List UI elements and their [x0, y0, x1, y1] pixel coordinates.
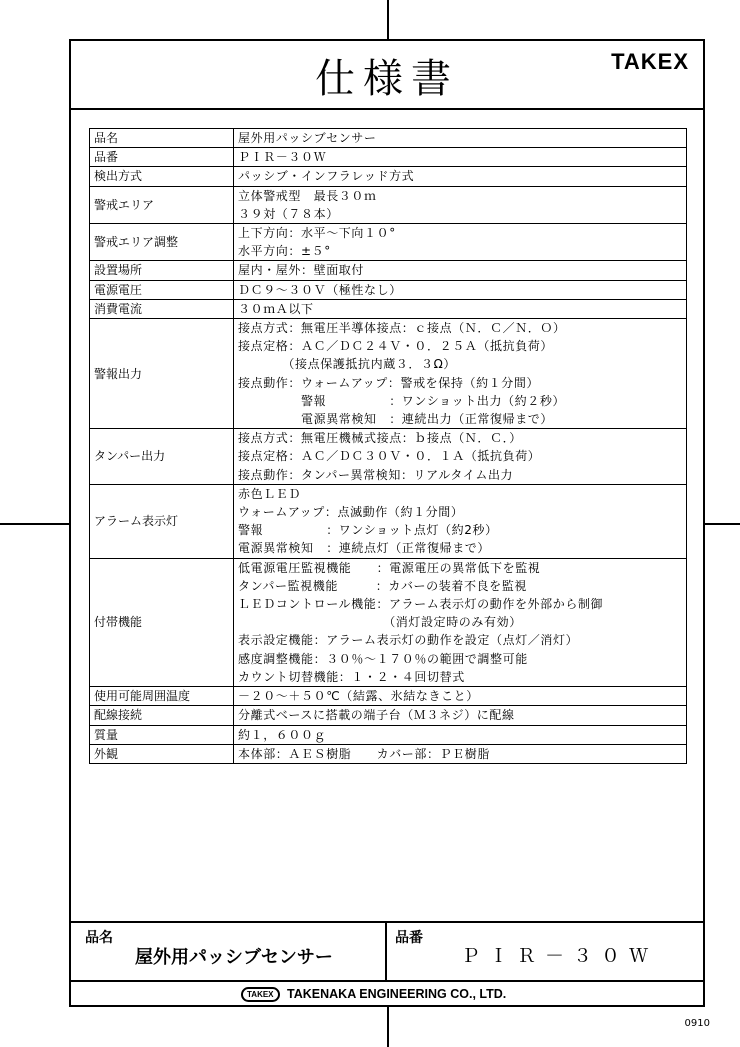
spec-value: [234, 129, 687, 148]
footer-code-value: ＰＩＲ－３０Ｗ: [461, 945, 658, 967]
spec-key: 付帯機能: [90, 558, 234, 686]
spec-value: [234, 558, 687, 686]
spec-row: [90, 744, 687, 763]
spec-value-line: ＰＩＲ－３０Ｗ: [238, 150, 327, 165]
title-row: [71, 41, 703, 110]
spec-row: [90, 484, 687, 558]
spec-key: 設置場所: [90, 261, 234, 280]
footer-name-label: 品名: [85, 930, 113, 946]
spec-value: [234, 687, 687, 706]
spec-key: 警戒エリア: [90, 186, 234, 223]
spec-row: [90, 280, 687, 299]
spec-value: [234, 299, 687, 318]
manufacturer: [241, 987, 506, 1002]
spec-value-line: ３０ｍＡ以下: [238, 301, 314, 316]
spec-key: 質量: [90, 725, 234, 744]
spec-row: [90, 706, 687, 725]
spec-row: [90, 687, 687, 706]
footer-name-value: 屋外用パッシブセンサー: [135, 947, 333, 968]
spec-value-line: 接点定格：ＡＣ／ＤＣ２４Ｖ・０．２５Ａ（抵抗負荷）: [238, 339, 554, 354]
spec-value-line: 表示設定機能：アラーム表示灯の動作を設定（点灯／消灯）: [238, 633, 579, 648]
spec-value: [234, 725, 687, 744]
spec-value-line: 感度調整機能：３０％～１７０％の範囲で調整可能: [238, 651, 528, 666]
spec-value: [234, 224, 687, 261]
footer-divider: [385, 923, 387, 980]
spec-row: [90, 558, 687, 686]
spec-row: [90, 299, 687, 318]
spec-table: [89, 128, 687, 764]
spec-key: 品番: [90, 148, 234, 167]
spec-value-line: 警報 ：ワンショット出力（約２秒）: [238, 393, 566, 408]
spec-value-line: カウント切替機能：１・２・４回切替式: [238, 669, 465, 684]
spec-value-line: －２０～＋５０℃（結露、氷結なきこと）: [238, 689, 479, 704]
spec-value-line: ＬＥＤコントロール機能：アラーム表示灯の動作を外部から制御: [238, 597, 604, 612]
spec-row: [90, 319, 687, 429]
spec-row: [90, 725, 687, 744]
spec-value: [234, 706, 687, 725]
spec-value-line: 赤色ＬＥＤ: [238, 486, 302, 501]
spec-value-line: タンパー監視機能 ：カバーの装着不良を監視: [238, 578, 527, 593]
spec-key: 外観: [90, 744, 234, 763]
spec-value-line: （消灯設定時のみ有効）: [238, 615, 522, 630]
brand-logo: TAKEX: [611, 49, 689, 74]
spec-value: [234, 186, 687, 223]
spec-value-line: 立体警戒型 最長３０ｍ: [238, 188, 377, 203]
spec-key: 検出方式: [90, 167, 234, 186]
spec-value-line: 屋外用パッシブセンサー: [238, 131, 377, 145]
spec-row: [90, 429, 687, 485]
spec-value-line: 電源異常検知 ：連続出力（正常復帰まで）: [238, 412, 554, 427]
spec-value: [234, 261, 687, 280]
crop-mark-right: [705, 523, 740, 525]
spec-key: 警報出力: [90, 319, 234, 429]
spec-value-line: 約１，６００ｇ: [238, 727, 327, 742]
spec-value-line: 分離式ベースに搭載の端子台（Ｍ３ネジ）に配線: [238, 708, 515, 723]
spec-key: タンパー出力: [90, 429, 234, 485]
spec-value-line: 接点方式：無電圧半導体接点：ｃ接点（Ｎ．Ｃ／Ｎ．Ｏ）: [238, 321, 566, 336]
spec-value-line: 接点方式：無電圧機械式接点：ｂ接点（Ｎ．Ｃ．）: [238, 431, 522, 446]
spec-value-line: 接点動作：タンパー異常検知：リアルタイム出力: [238, 467, 514, 482]
spec-row: [90, 129, 687, 148]
footer-product-row: [71, 923, 703, 982]
spec-key: 品名: [90, 129, 234, 148]
page-title: 仕様書: [315, 56, 459, 102]
spec-key: 配線接続: [90, 706, 234, 725]
spec-value: [234, 319, 687, 429]
spec-value-line: 接点定格：ＡＣ／ＤＣ３０Ｖ・０．１Ａ（抵抗負荷）: [238, 449, 541, 464]
spec-value-line: 接点動作：ウォームアップ：警戒を保持（約１分間）: [238, 375, 540, 390]
maker-name: TAKENAKA ENGINEERING CO., LTD.: [287, 987, 507, 1001]
document-number: 0910: [684, 1018, 710, 1029]
spec-value-line: 警報 ：ワンショット点灯（約2秒）: [238, 523, 498, 538]
spec-sheet-frame: [69, 39, 705, 1007]
spec-value: [234, 744, 687, 763]
spec-key: 警戒エリア調整: [90, 224, 234, 261]
spec-value-line: ＤＣ９～３０Ｖ（極性なし）: [238, 282, 402, 297]
spec-value-line: （接点保護抵抗内蔵３．３Ω）: [238, 357, 456, 372]
spec-key: 使用可能周囲温度: [90, 687, 234, 706]
crop-mark-bottom: [387, 1007, 389, 1047]
spec-value-line: 屋内・屋外：壁面取付: [238, 263, 365, 278]
spec-value: [234, 280, 687, 299]
spec-value: [234, 484, 687, 558]
spec-value-line: ３９対（７８本）: [238, 206, 339, 221]
spec-key: 消費電流: [90, 299, 234, 318]
maker-logo: TAKEX: [241, 987, 280, 1002]
spec-row: [90, 167, 687, 186]
spec-value-line: ウォームアップ：点滅動作（約１分間）: [238, 505, 464, 520]
spec-row: [90, 148, 687, 167]
spec-key: 電源電圧: [90, 280, 234, 299]
crop-mark-top: [387, 0, 389, 39]
spec-value-line: 電源異常検知 ：連続点灯（正常復帰まで）: [238, 541, 491, 556]
footer: [71, 921, 703, 1009]
spec-value: [234, 429, 687, 485]
spec-row: [90, 224, 687, 261]
spec-value-line: 水平方向：±５°: [238, 244, 331, 259]
spec-row: [90, 186, 687, 223]
footer-code-label: 品番: [395, 930, 423, 946]
spec-key: アラーム表示灯: [90, 484, 234, 558]
spec-value: [234, 148, 687, 167]
spec-value-line: 低電源電圧監視機能 ：電源電圧の異常低下を監視: [238, 560, 541, 575]
spec-value: [234, 167, 687, 186]
spec-row: [90, 261, 687, 280]
spec-value-line: 上下方向：水平～下向１０°: [238, 226, 396, 241]
crop-mark-left: [0, 523, 69, 525]
spec-value-line: パッシブ・インフラレッド方式: [238, 169, 415, 184]
spec-value-line: 本体部：ＡＥＳ樹脂 カバー部：ＰＥ樹脂: [238, 746, 491, 761]
